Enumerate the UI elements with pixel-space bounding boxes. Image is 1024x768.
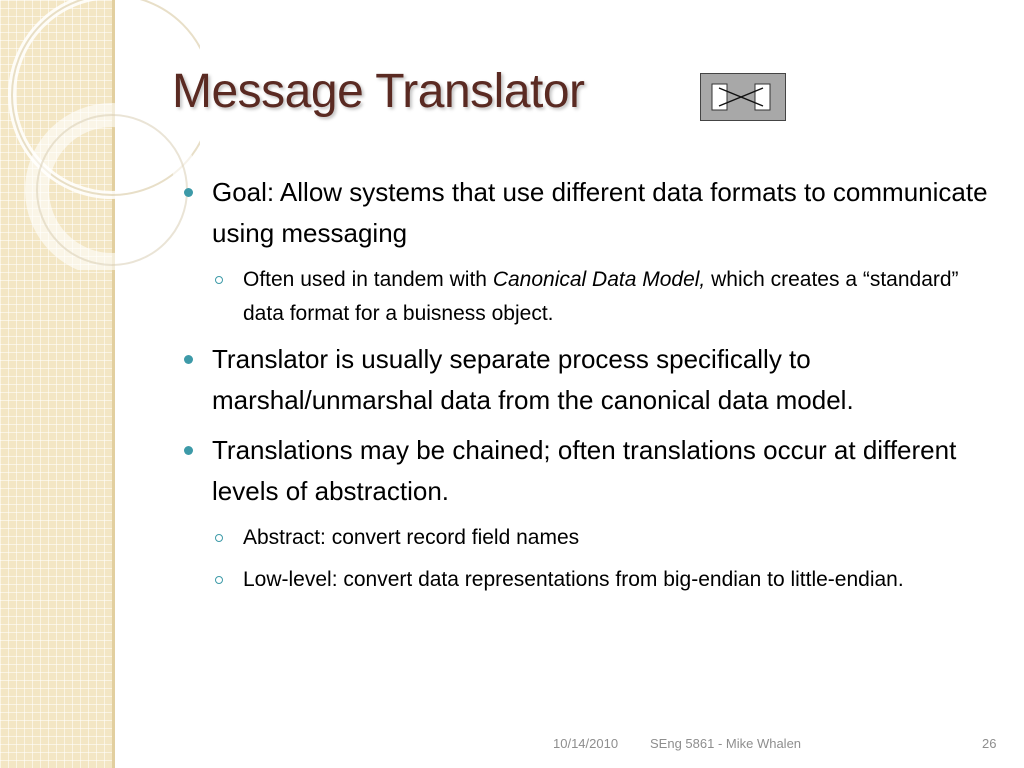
bullet-dot-icon bbox=[184, 355, 193, 364]
sub-bullet-italic-term: Canonical Data Model, bbox=[492, 268, 706, 291]
sub-bullet-text: Abstract: convert record field names bbox=[243, 526, 580, 549]
sub-bullet-text-before: Often used in tandem with bbox=[243, 268, 493, 291]
bullet-dot-icon bbox=[184, 188, 193, 197]
sub-bullet-abstract bbox=[184, 521, 1004, 555]
sub-bullet-ring-icon bbox=[215, 576, 223, 584]
sub-bullet-canonical-model bbox=[184, 263, 1004, 331]
decorative-circles bbox=[0, 0, 200, 270]
bullet-dot-icon bbox=[184, 446, 193, 455]
footer-page-number: 26 bbox=[982, 736, 997, 751]
sub-bullet-text: Low-level: convert data representations from big-endian to little-endian. bbox=[243, 568, 904, 591]
sub-bullet-ring-icon bbox=[215, 276, 223, 284]
bullet-goal bbox=[184, 172, 1004, 254]
bullet-text: Goal: Allow systems that use different data formats to communicate using messaging bbox=[212, 177, 988, 248]
message-translator-pattern-icon bbox=[700, 73, 786, 121]
slide-title: Message Translator bbox=[172, 65, 585, 118]
footer-course: SEng 5861 - Mike Whalen bbox=[650, 736, 802, 751]
bullet-translations-chained bbox=[184, 430, 1004, 512]
slide-body bbox=[184, 172, 1004, 605]
sub-bullet-low-level bbox=[184, 563, 1004, 597]
sub-bullet-ring-icon bbox=[215, 534, 223, 542]
bullet-text: Translations may be chained; often translations occur at different levels of abstraction. bbox=[212, 435, 957, 506]
bullet-text: Translator is usually separate process specifically to marshal/unmarshal data from the canonical data model. bbox=[212, 344, 854, 415]
footer-date: 10/14/2010 bbox=[553, 736, 619, 751]
sub-bullet-text-after: which creates a “standard” data format for a buisness object. bbox=[243, 268, 959, 325]
bullet-translator-process bbox=[184, 339, 1004, 421]
